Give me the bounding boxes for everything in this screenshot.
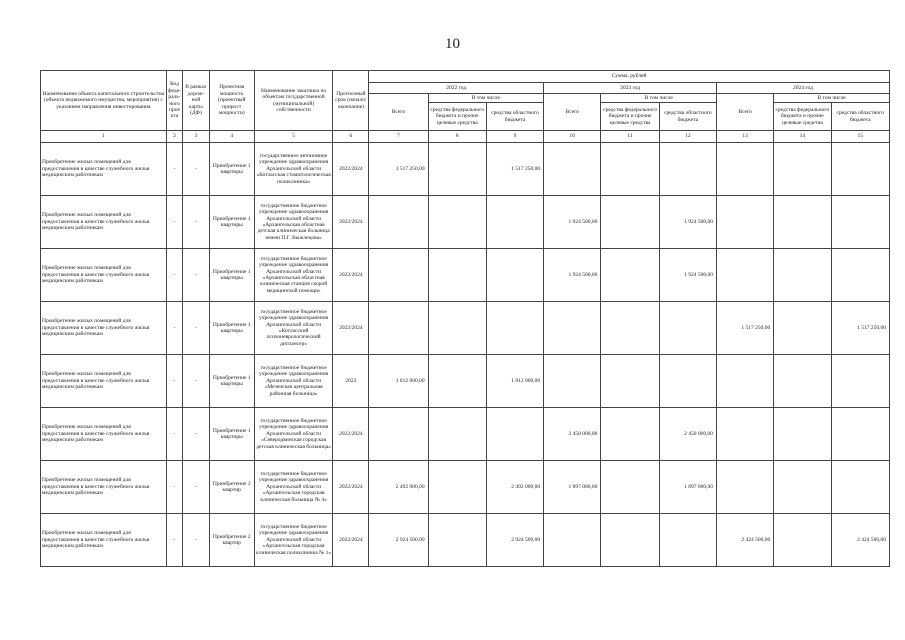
cell-term: 2022/2024 <box>333 302 369 355</box>
cell-federal-2024 <box>774 302 831 355</box>
cell-regional-2024 <box>831 461 889 514</box>
cell-total-2023: 1 924 500,00 <box>544 196 601 249</box>
col-number: 15 <box>831 131 889 143</box>
table-row <box>41 196 890 249</box>
cell-federal-2024 <box>774 143 831 196</box>
table-row <box>41 249 890 302</box>
cell-term: 2022 <box>333 355 369 408</box>
cell-project-code: - <box>166 143 182 196</box>
header-name: Наименование объекта капитального строительства (объекта недвижимого имущества, мероприятия) с указанием направления инвестирования <box>41 71 167 131</box>
cell-regional-2023: 1 924 500,00 <box>659 196 716 249</box>
cell-object-name: Приобретение жилых помещений для предоставления в качестве служебного жилья медицинским работникам <box>41 143 167 196</box>
cell-customer-name: государственное бюджетное учреждение здравоохранения Архангельской области «Архангельская областная детская клиническая больница имени П.Г. Выжлецова» <box>254 196 333 249</box>
cell-regional-2022: 2 492 000,00 <box>486 461 543 514</box>
col-number: 12 <box>659 131 716 143</box>
page-number: 10 <box>445 36 460 52</box>
cell-object-name: Приобретение жилых помещений для предоставления в качестве служебного жилья медицинским работникам <box>41 355 167 408</box>
cell-regional-2022: 1 517 250,00 <box>486 143 543 196</box>
cell-total-2022: 1 517 250,00 <box>369 143 428 196</box>
cell-customer-name: государственное бюджетное учреждение здравоохранения Архангельской области «Северодвинская городская детская клиническая больница» <box>254 408 333 461</box>
cell-total-2024: 2 424 500,00 <box>716 514 773 567</box>
cell-regional-2023: 2 450 000,00 <box>659 408 716 461</box>
cell-total-2024 <box>716 196 773 249</box>
cell-regional-2024: 2 424 500,00 <box>831 514 889 567</box>
cell-capacity: Приобретение 1 квартиры <box>209 355 254 408</box>
cell-customer-name: государственное бюджетное учреждение здравоохранения Архангельской области «Архангельская городская клиническая поликлиника № 1» <box>254 514 333 567</box>
header-federal-2024: средства федерального бюджета и прочие целевые средства <box>774 103 831 131</box>
cell-regional-2023 <box>659 355 716 408</box>
cell-capacity: Приобретение 1 квартиры <box>209 143 254 196</box>
investment-table <box>40 70 890 567</box>
cell-regional-2024 <box>831 249 889 302</box>
header-capacity: Проектная мощность (проектный прирост мощности) <box>209 71 254 131</box>
cell-regional-2022: 1 812 000,00 <box>486 355 543 408</box>
cell-regional-2024 <box>831 355 889 408</box>
cell-total-2022: 2 924 500,00 <box>369 514 428 567</box>
cell-term: 2022/2024 <box>333 249 369 302</box>
cell-federal-2024 <box>774 355 831 408</box>
cell-project-code: - <box>166 461 182 514</box>
table-row <box>41 514 890 567</box>
table-row <box>41 408 890 461</box>
cell-regional-2024 <box>831 196 889 249</box>
cell-regional-2022 <box>486 196 543 249</box>
cell-federal-2022 <box>428 302 486 355</box>
cell-federal-2024 <box>774 408 831 461</box>
cell-object-name: Приобретение жилых помещений для предоставления в качестве служебного жилья медицинским работникам <box>41 196 167 249</box>
table-row <box>41 461 890 514</box>
col-number: 5 <box>254 131 333 143</box>
header-federal-2022: средства федерального бюджета и прочие целевые средства <box>428 103 486 131</box>
header-code: Код феде-раль-ного проекта <box>166 71 182 131</box>
header-sum: Сумма, рублей <box>369 71 890 83</box>
cell-roadmap-flag: - <box>183 461 210 514</box>
cell-federal-2022 <box>428 143 486 196</box>
cell-federal-2023 <box>601 514 659 567</box>
cell-federal-2022 <box>428 249 486 302</box>
header-term: Прогнозный срок (начало/окончание) <box>333 71 369 131</box>
cell-project-code: - <box>166 355 182 408</box>
header-year-2024: 2024 год <box>716 83 889 94</box>
cell-roadmap-flag: - <box>183 249 210 302</box>
cell-federal-2023 <box>601 355 659 408</box>
cell-federal-2024 <box>774 249 831 302</box>
table-row <box>41 302 890 355</box>
cell-total-2022 <box>369 196 428 249</box>
cell-regional-2024: 1 517 250,00 <box>831 302 889 355</box>
cell-project-code: - <box>166 302 182 355</box>
cell-object-name: Приобретение жилых помещений для предоставления в качестве служебного жилья медицинским работникам <box>41 302 167 355</box>
cell-total-2024: 1 517 250,00 <box>716 302 773 355</box>
header-year-2023: 2023 год <box>544 83 717 94</box>
col-number: 2 <box>166 131 182 143</box>
cell-object-name: Приобретение жилых помещений для предоставления в качестве служебного жилья медицинским работникам <box>41 249 167 302</box>
cell-term: 2022/2024 <box>333 461 369 514</box>
cell-total-2023 <box>544 143 601 196</box>
header-regional-2022: средства областного бюджета <box>486 103 543 131</box>
cell-total-2022 <box>369 249 428 302</box>
cell-total-2022 <box>369 408 428 461</box>
cell-object-name: Приобретение жилых помещений для предоставления в качестве служебного жилья медицинским работникам <box>41 461 167 514</box>
header-regional-2024: средства областного бюджета <box>831 103 889 131</box>
cell-customer-name: государственное бюджетное учреждение здравоохранения Архангельской области «Мезенская центральная районная больница» <box>254 355 333 408</box>
cell-customer-name: государственное бюджетное учреждение здравоохранения Архангельской области «Архангельская областная клиническая станция скорой медицинской помощи» <box>254 249 333 302</box>
cell-capacity: Приобретение 2 квартир <box>209 514 254 567</box>
cell-total-2024 <box>716 408 773 461</box>
header-frame: В рамках дорож-ной карты (ДФ) <box>183 71 210 131</box>
cell-federal-2022 <box>428 408 486 461</box>
cell-capacity: Приобретение 1 квартиры <box>209 408 254 461</box>
cell-capacity: Приобретение 1 квартиры <box>209 249 254 302</box>
cell-regional-2024 <box>831 408 889 461</box>
cell-regional-2023: 1 897 000,00 <box>659 461 716 514</box>
cell-federal-2022 <box>428 514 486 567</box>
cell-customer-name: государственное бюджетное учреждение здравоохранения Архангельской области «Архангельская городская клиническая больница № 4» <box>254 461 333 514</box>
col-number: 13 <box>716 131 773 143</box>
cell-capacity: Приобретение 2 квартир <box>209 461 254 514</box>
cell-total-2024 <box>716 461 773 514</box>
col-number: 9 <box>486 131 543 143</box>
cell-federal-2023 <box>601 143 659 196</box>
cell-project-code: - <box>166 249 182 302</box>
col-number: 6 <box>333 131 369 143</box>
cell-regional-2022 <box>486 249 543 302</box>
cell-term: 2022/2024 <box>333 196 369 249</box>
cell-total-2022: 2 492 000,00 <box>369 461 428 514</box>
header-customer: Наименование заказчика по объектам государственной (муниципальной) собственности <box>254 71 333 131</box>
header-total-2022: Всего <box>369 94 428 131</box>
cell-total-2023 <box>544 514 601 567</box>
header-year-2022: 2022 год <box>369 83 544 94</box>
table-row <box>41 355 890 408</box>
cell-object-name: Приобретение жилых помещений для предоставления в качестве служебного жилья медицинским работникам <box>41 514 167 567</box>
cell-regional-2022 <box>486 302 543 355</box>
cell-federal-2024 <box>774 461 831 514</box>
col-number: 7 <box>369 131 428 143</box>
cell-regional-2023 <box>659 302 716 355</box>
cell-regional-2023: 1 924 500,00 <box>659 249 716 302</box>
col-number: 3 <box>183 131 210 143</box>
header-total-2023: Всего <box>544 94 601 131</box>
cell-customer-name: государственное бюджетное учреждение здравоохранения Архангельской области «Котласский психоневрологический диспансер» <box>254 302 333 355</box>
cell-federal-2023 <box>601 302 659 355</box>
cell-total-2024 <box>716 249 773 302</box>
cell-capacity: Приобретение 1 квартиры <box>209 196 254 249</box>
header-incl-2023: В том числе <box>601 94 717 103</box>
cell-object-name: Приобретение жилых помещений для предоставления в качестве служебного жилья медицинским работникам <box>41 408 167 461</box>
table-row <box>41 143 890 196</box>
cell-total-2023: 1 924 500,00 <box>544 249 601 302</box>
cell-regional-2022 <box>486 408 543 461</box>
cell-project-code: - <box>166 514 182 567</box>
col-number: 10 <box>544 131 601 143</box>
cell-total-2024 <box>716 143 773 196</box>
cell-federal-2022 <box>428 461 486 514</box>
cell-roadmap-flag: - <box>183 143 210 196</box>
cell-total-2024 <box>716 355 773 408</box>
cell-project-code: - <box>166 408 182 461</box>
cell-roadmap-flag: - <box>183 355 210 408</box>
col-number: 11 <box>601 131 659 143</box>
cell-federal-2023 <box>601 461 659 514</box>
header-incl-2022: В том числе <box>428 94 544 103</box>
cell-roadmap-flag: - <box>183 302 210 355</box>
col-number: 1 <box>41 131 167 143</box>
cell-total-2023 <box>544 355 601 408</box>
header-federal-2023: средства федерального бюджета и прочие целевые средства <box>601 103 659 131</box>
header-regional-2023: средства областного бюджета <box>659 103 716 131</box>
cell-roadmap-flag: - <box>183 514 210 567</box>
header-total-2024: Всего <box>716 94 773 131</box>
cell-total-2022: 1 812 000,00 <box>369 355 428 408</box>
cell-total-2023: 2 450 000,00 <box>544 408 601 461</box>
cell-customer-name: государственное автономное учреждение здравоохранения Архангельской области «Котласская стоматологическая поликлиника» <box>254 143 333 196</box>
cell-capacity: Приобретение 1 квартиры <box>209 302 254 355</box>
cell-federal-2023 <box>601 408 659 461</box>
cell-federal-2024 <box>774 196 831 249</box>
cell-term: 2022/2024 <box>333 408 369 461</box>
cell-roadmap-flag: - <box>183 196 210 249</box>
cell-regional-2022: 2 924 500,00 <box>486 514 543 567</box>
col-number: 14 <box>774 131 831 143</box>
cell-federal-2024 <box>774 514 831 567</box>
header-incl-2024: В том числе <box>774 94 890 103</box>
cell-federal-2022 <box>428 355 486 408</box>
cell-federal-2022 <box>428 196 486 249</box>
cell-total-2023 <box>544 302 601 355</box>
cell-regional-2024 <box>831 143 889 196</box>
cell-roadmap-flag: - <box>183 408 210 461</box>
cell-total-2023: 1 897 000,00 <box>544 461 601 514</box>
cell-total-2022 <box>369 302 428 355</box>
cell-federal-2023 <box>601 249 659 302</box>
cell-regional-2023 <box>659 514 716 567</box>
col-number: 4 <box>209 131 254 143</box>
cell-term: 2022/2024 <box>333 514 369 567</box>
col-number: 8 <box>428 131 486 143</box>
cell-term: 2022/2024 <box>333 143 369 196</box>
cell-federal-2023 <box>601 196 659 249</box>
cell-project-code: - <box>166 196 182 249</box>
cell-regional-2023 <box>659 143 716 196</box>
